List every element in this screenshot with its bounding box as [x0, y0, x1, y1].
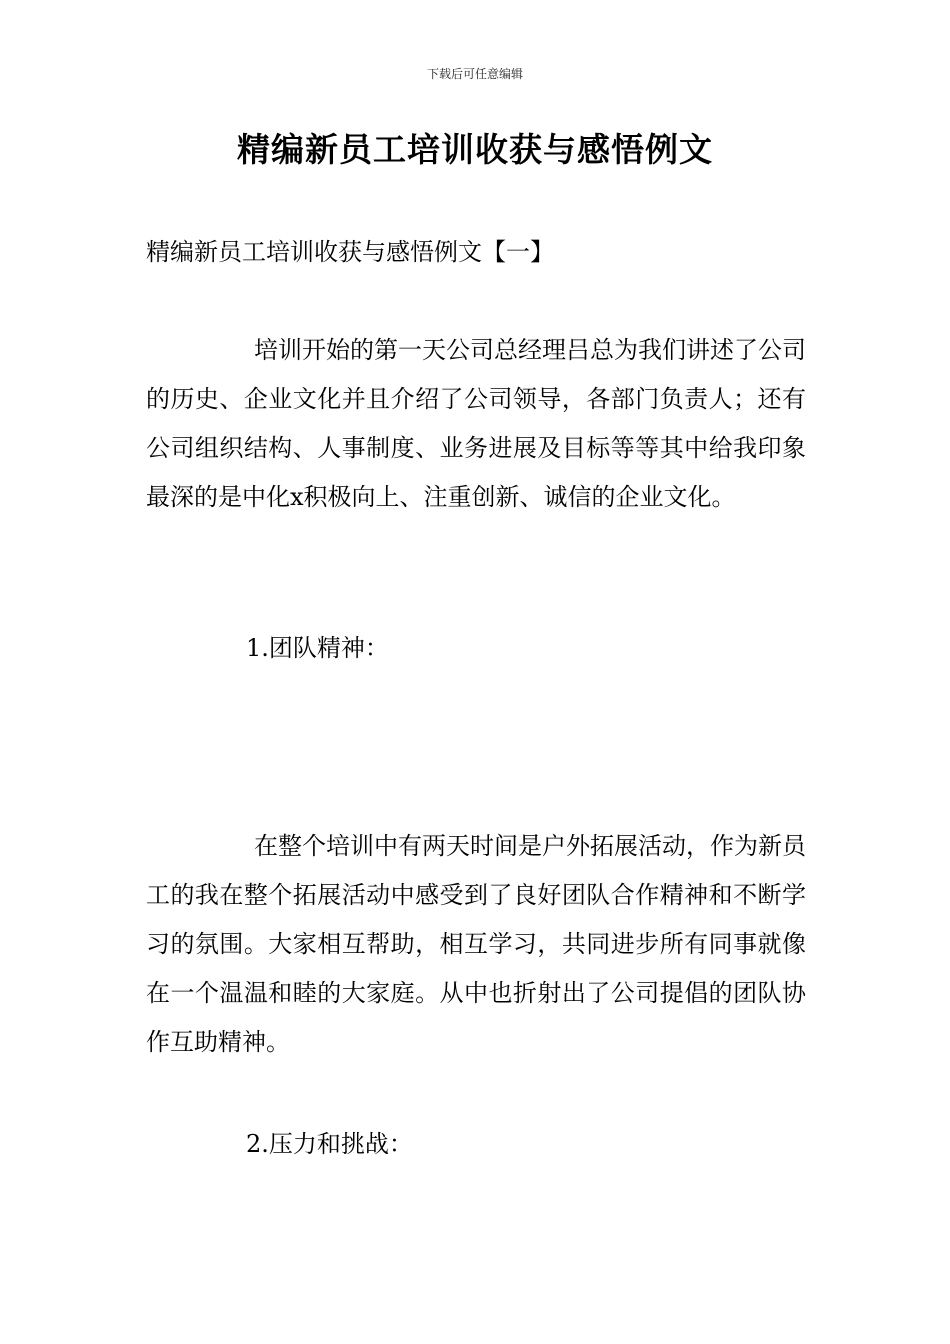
- section-title: 精编新员工培训收获与感悟例文【一】: [146, 238, 554, 266]
- heading-team-spirit: 1.团队精神：: [246, 634, 389, 662]
- paragraph-outdoor-activity: 在整个培训中有两天时间是户外拓展活动，作为新员工的我在整个拓展活动中感受到了良好团队合作精神和不断学习的氛围。大家相互帮助，相互学习，共同进步所有同事就像在一个温温和睦的大家庭。从中也折射出了公司提倡的团队协作互助精神。: [146, 832, 806, 1056]
- document-title: 精编新员工培训收获与感悟例文: [237, 130, 713, 169]
- paragraph-company-intro: 培训开始的第一天公司总经理吕总为我们讲述了公司的历史、企业文化并且介绍了公司领导，各部门负责人；还有公司组织结构、人事制度、业务进展及目标等等其中给我印象最深的是中化x积极向上、注重创新、诚信的企业文化。: [146, 336, 806, 511]
- heading-pressure-challenge: 2.压力和挑战：: [246, 1130, 413, 1158]
- header-note: 下载后可任意编辑: [426, 67, 523, 81]
